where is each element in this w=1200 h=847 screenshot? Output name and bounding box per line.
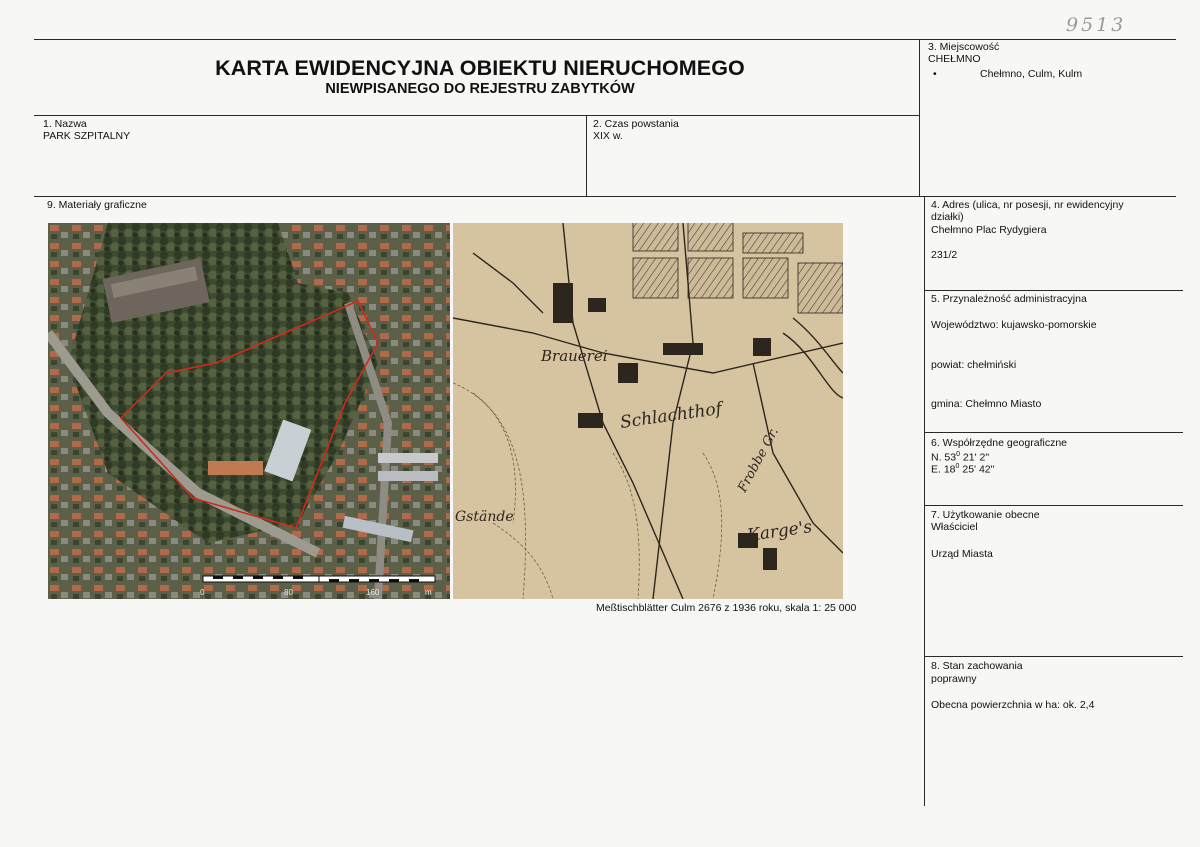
field-2-label: 2. Czas powstania [593, 118, 679, 130]
header-divider [34, 115, 920, 116]
scale-tick-80: 80 [284, 588, 293, 597]
divider-5-6 [925, 432, 1183, 433]
field-1-label: 1. Nazwa [43, 118, 87, 130]
map-label-gstande: Gstände [455, 509, 514, 525]
field-3-value: CHEŁMNO [928, 53, 981, 65]
map-caption: Meßtischblätter Culm 2676 z 1936 roku, skala 1: 25 000 [596, 602, 857, 614]
field-4-parcel: 231/2 [931, 249, 958, 261]
field-7-owner-label: Właściciel [931, 521, 978, 533]
field-7-label: 7. Użytkowanie obecne [931, 509, 1040, 521]
field-7-owner: Urząd Miasta [931, 548, 993, 560]
field-3-label: 3. Miejscowość [928, 41, 1000, 53]
latitude-rest: 21' 2" [960, 451, 990, 464]
scale-tick-0: 0 [200, 588, 205, 597]
longitude-degree-mark: 0 [955, 463, 960, 470]
right-column-divider [924, 196, 925, 806]
archive-number: 9513 [1066, 14, 1127, 36]
field-2-value: XIX w. [593, 130, 623, 142]
field-5-voivodeship: Województwo: kujawsko-pomorskie [931, 319, 1097, 331]
page-subtitle: NIEWPISANEGO DO REJESTRU ZABYTKÓW [325, 81, 635, 97]
field-1-value: PARK SZPITALNY [43, 130, 131, 142]
field-8-area: Obecna powierzchnia w ha: ok. 2,4 [931, 699, 1095, 711]
divider-7-8 [925, 656, 1183, 657]
field-9-label: 9. Materiały graficzne [47, 199, 147, 211]
historical-map [453, 223, 843, 599]
field-5-label: 5. Przynależność administracyjna [931, 293, 1087, 305]
top-border [34, 39, 1176, 40]
map-label-karges: Karge's [745, 517, 814, 546]
scale-tick-160: 160 [366, 588, 380, 597]
field-8-state: poprawny [931, 673, 977, 685]
name-date-divider [586, 115, 587, 197]
aerial-photo [48, 223, 450, 599]
longitude-prefix: E. 18 [931, 463, 956, 476]
field-4-label-line2: działki) [931, 211, 964, 223]
map-label-schlachthof: Schlachthof [618, 398, 724, 433]
divider-6-7 [925, 505, 1183, 506]
field-3-list [928, 68, 1082, 80]
map-label-frobbe: Frobbe Gr. [735, 425, 782, 495]
field-6-label: 6. Współrzędne geograficzne [931, 437, 1067, 449]
place-name-variants: • Chełmno, Culm, Kulm [928, 68, 1082, 80]
latitude-degree-mark: 0 [956, 451, 961, 458]
field-8-label: 8. Stan zachowania [931, 660, 1023, 672]
field-4-label-line1: 4. Adres (ulica, nr posesji, nr ewidencyjny [931, 199, 1124, 211]
page-title: KARTA EWIDENCYJNA OBIEKTU NIERUCHOMEGO [215, 56, 745, 80]
latitude-prefix: N. 53 [931, 451, 957, 464]
map-label-brauerei: Brauerei [541, 347, 608, 365]
name-row-divider [34, 196, 1176, 197]
longitude-rest: 25' 42" [959, 463, 995, 476]
divider-4-5 [925, 290, 1183, 291]
field-5-county: powiat: chełmiński [931, 359, 1017, 371]
scale-unit: m [425, 588, 432, 597]
field-5-commune: gmina: Chełmno Miasto [931, 398, 1042, 410]
field-4-address: Chełmno Plac Rydygiera [931, 224, 1047, 236]
longitude [931, 461, 994, 476]
